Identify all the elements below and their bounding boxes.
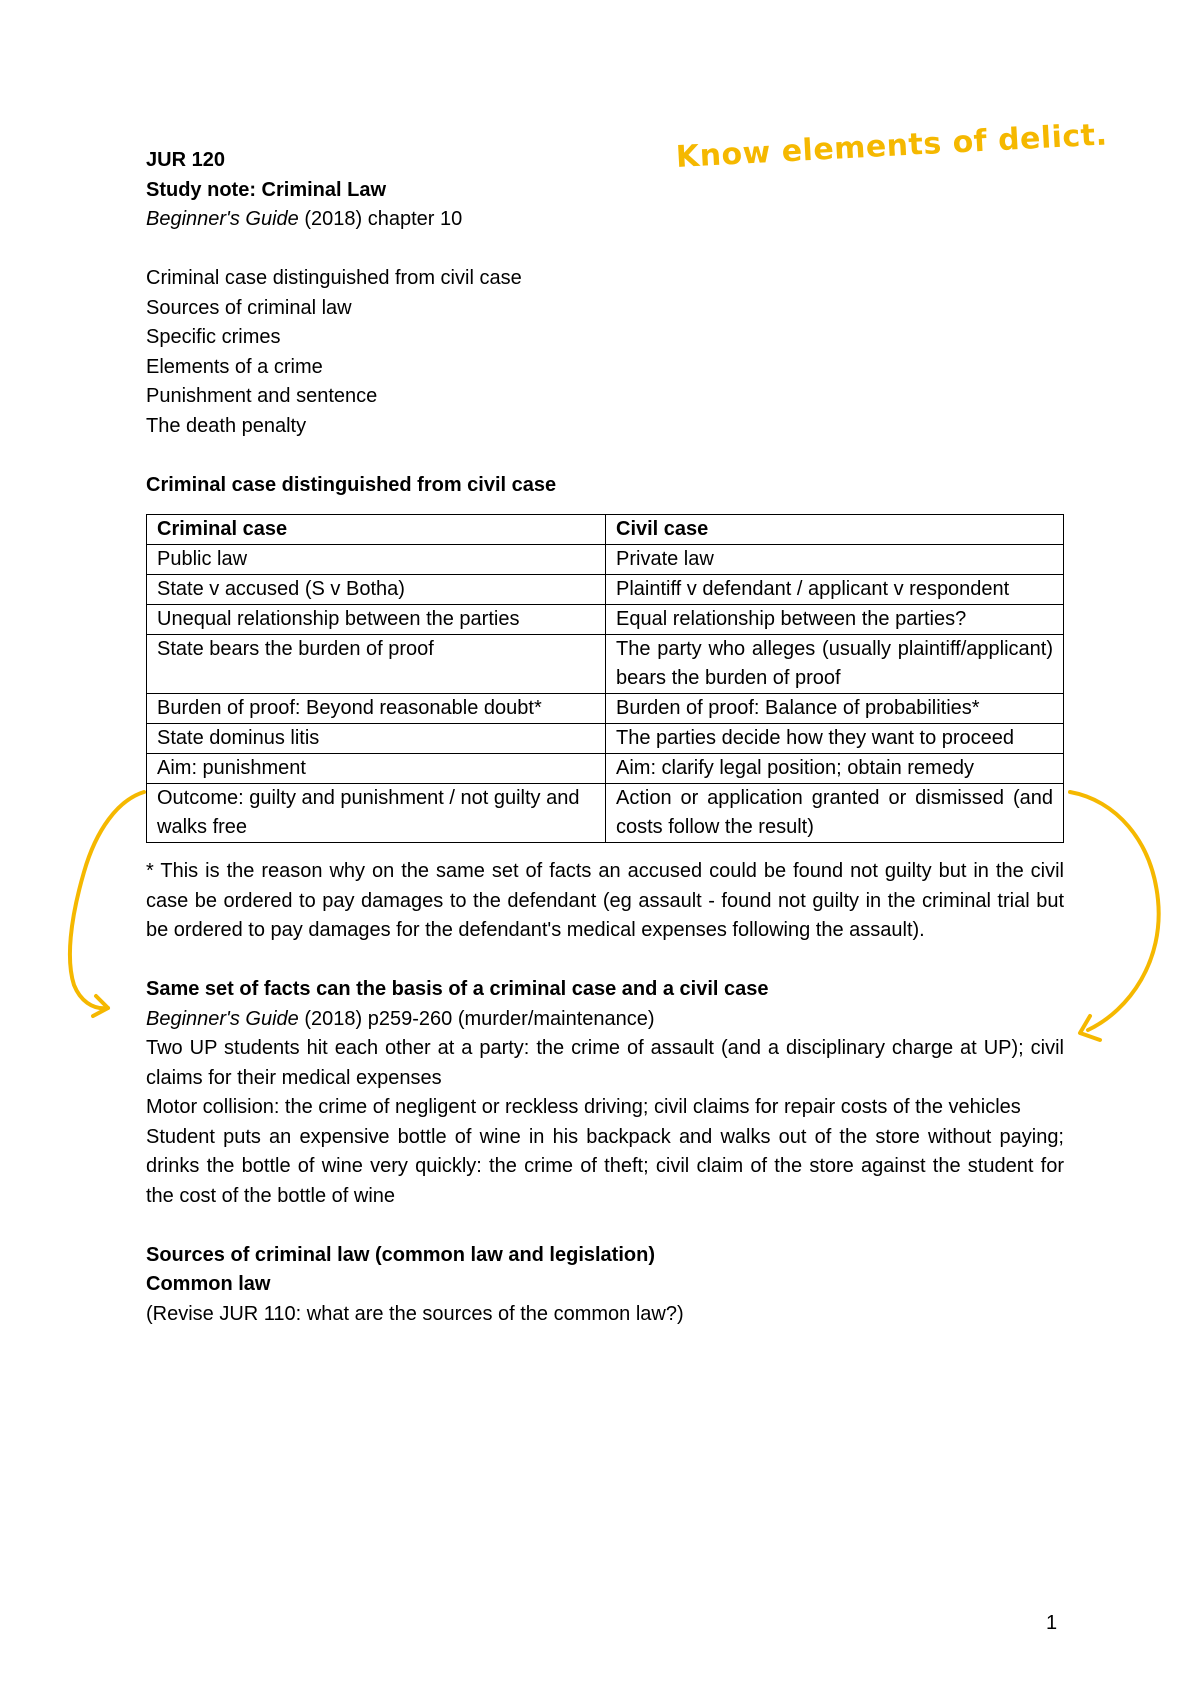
- contents-list: [146, 264, 1064, 441]
- table-row: [147, 605, 1064, 635]
- section-heading: Sources of criminal law (common law and legislation): [146, 1243, 655, 1266]
- right-arrowhead-icon: [1080, 1016, 1100, 1040]
- table-row: [147, 635, 1064, 694]
- document-body: [146, 146, 1064, 1329]
- contents-item: Criminal case distinguished from civil case: [146, 267, 522, 289]
- subsection-heading: Common law: [146, 1273, 271, 1295]
- table-header-cell: Criminal case: [147, 515, 606, 545]
- reference-title: Beginner's Guide: [146, 1007, 299, 1030]
- contents-item: Specific crimes: [146, 326, 281, 348]
- table-row: [147, 694, 1064, 724]
- reference-line: [146, 1005, 1064, 1035]
- table-header-cell: Civil case: [606, 515, 1064, 545]
- table-cell: Burden of proof: Beyond reasonable doubt*: [147, 694, 606, 724]
- example-paragraph: Motor collision: the crime of negligent or reckless driving; civil claims for repair costs of the vehicles: [146, 1096, 1021, 1118]
- table-cell: Aim: punishment: [147, 754, 606, 784]
- table-row: [147, 575, 1064, 605]
- reference-detail: (2018) chapter 10: [298, 208, 463, 230]
- footnote: * This is the reason why on the same set of facts an accused could be found not guilty but in the civil case be ordered to pay damages to the defendant (eg assault - found not guilty in the criminal trial but be ordered to pay damages for the defendant's medical expenses following the assault).: [146, 860, 1064, 941]
- reference-detail: (2018) p259-260 (murder/maintenance): [298, 1007, 655, 1030]
- table-row: [147, 724, 1064, 754]
- study-note-title: Study note: Criminal Law: [146, 178, 387, 201]
- course-code: JUR 120: [146, 149, 225, 171]
- comparison-table: [146, 514, 1064, 843]
- table-row: [147, 545, 1064, 575]
- revision-note: (Revise JUR 110: what are the sources of the common law?): [146, 1302, 684, 1325]
- table-cell: State v accused (S v Botha): [147, 575, 606, 605]
- contents-item: Elements of a crime: [146, 355, 323, 378]
- section-heading: Same set of facts can the basis of a criminal case and a civil case: [146, 978, 769, 1000]
- table-cell: Action or application granted or dismissed (and costs follow the result): [606, 784, 1064, 843]
- spacer: [146, 946, 1064, 976]
- table-cell: Plaintiff v defendant / applicant v respondent: [606, 575, 1064, 605]
- section-heading: Criminal case distinguished from civil case: [146, 473, 557, 496]
- table-cell: Aim: clarify legal position; obtain remedy: [606, 754, 1064, 784]
- contents-item: Punishment and sentence: [146, 385, 378, 407]
- contents-item: The death penalty: [146, 414, 307, 437]
- table-cell: State dominus litis: [147, 724, 606, 754]
- right-arrow-icon: [1070, 792, 1159, 1030]
- handwritten-annotation: Know elements of delict.: [675, 117, 1109, 175]
- page-number: 1: [1046, 1612, 1058, 1634]
- spacer: [146, 235, 1064, 265]
- table-row: [147, 784, 1064, 843]
- example-paragraph: Student puts an expensive bottle of wine in his backpack and walks out of the store without paying; drinks the bottle of wine very quickly: the crime of theft; civil claim of the store against the student for the cost of the bottle of wine: [146, 1125, 1064, 1207]
- table-cell: State bears the burden of proof: [147, 635, 606, 694]
- table-cell: Equal relationship between the parties?: [606, 605, 1064, 635]
- example-paragraph: Two UP students hit each other at a party: the crime of assault (and a disciplinary charge at UP); civil claims for their medical expenses: [146, 1037, 1064, 1089]
- table-header-row: [147, 515, 1064, 545]
- table-cell: Burden of proof: Balance of probabilities*: [606, 694, 1064, 724]
- table-cell: Unequal relationship between the parties: [147, 605, 606, 635]
- left-arrow-icon: [70, 792, 144, 1008]
- table-cell: The parties decide how they want to proceed: [606, 724, 1064, 754]
- table-cell: Public law: [147, 545, 606, 575]
- contents-item: Sources of criminal law: [146, 296, 352, 319]
- table-cell: Private law: [606, 545, 1064, 575]
- table-row: [147, 754, 1064, 784]
- table-cell: Outcome: guilty and punishment / not guilty and walks free: [147, 784, 606, 843]
- reference-title: Beginner's Guide: [146, 208, 299, 230]
- reference-line: [146, 205, 1064, 235]
- spacer: [146, 441, 1064, 471]
- left-arrowhead-icon: [93, 996, 108, 1016]
- spacer: [146, 1211, 1064, 1241]
- table-cell: The party who alleges (usually plaintiff/applicant) bears the burden of proof: [606, 635, 1064, 694]
